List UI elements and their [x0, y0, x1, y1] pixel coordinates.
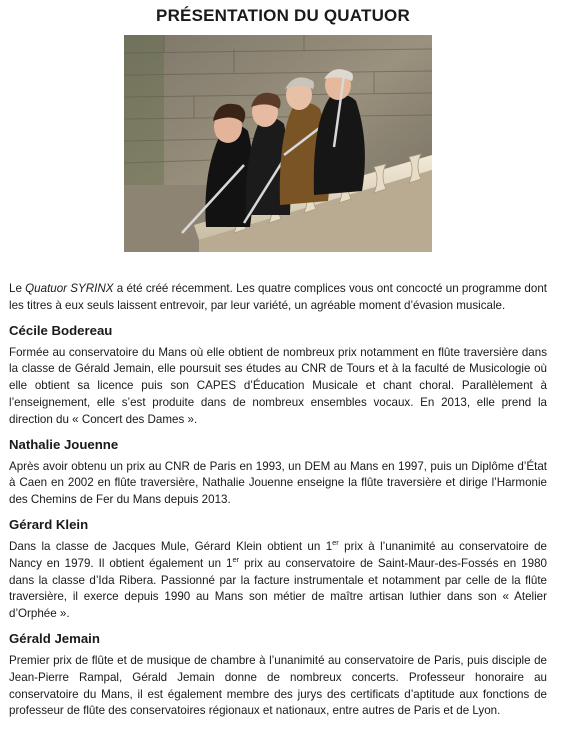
- ordinal-superscript: er: [332, 537, 339, 547]
- intro-prefix: Le: [9, 282, 26, 295]
- quartet-photo: [124, 35, 432, 252]
- intro-text: a été créé récemment. Les quatre complices vous ont concocté un programme dont les titres à eux seuls laissent entrevoir, par leur variété, un agréable moment d’évasion musicale.: [9, 282, 548, 312]
- member-bio: Premier prix de flûte et de musique de chambre à l’unanimité au conservatoire de Paris, puis disciple de Jean-Pierre Rampal, Gérald Jemain donne de nombreux concerts. Professeur honoraire au conservatoire du Mans, il est également membre des jurys des certificats d’aptitude aux fonctions de professeur de flûte des conservatoires régionaux et nationaux, entre autres de Paris et de Lyon.: [9, 653, 547, 718]
- ensemble-name: Quatuor SYRINX: [25, 282, 114, 295]
- member-name-heading: Cécile Bodereau: [9, 322, 113, 338]
- member-name-heading: Gérald Jemain: [9, 630, 100, 646]
- intro-paragraph: [9, 281, 547, 315]
- page-title: PRÉSENTATION DU QUATUOR: [156, 6, 410, 25]
- member-bio: Après avoir obtenu un prix au CNR de Paris en 1993, un DEM au Mans en 1997, puis un Diplôme d’État à Caen en 2002 en flûte traversière, Nathalie Jouenne enseigne la flûte traversière et dirige l’Harmonie des Chemins de Fer du Mans depuis 2013.: [9, 459, 547, 507]
- member-name-heading: Gérard Klein: [9, 516, 89, 532]
- ordinal-superscript: er: [232, 554, 240, 564]
- document-body: [9, 281, 547, 720]
- member-bio: Formée au conservatoire du Mans où elle obtient de nombreux prix notamment en flûte traversière dans la classe de Gérald Jemain, elle poursuit ses études au CNR de Tours et à la faculté de Musicologie où elle obtient sa licence puis son CAPES d’Éducation Musicale et chant choral. Parallèlement à l’enseignement, elle s’est produite dans de nombreux ensembles vocaux. En 2013, elle prend la direction du « Concert des Dames ».: [9, 345, 547, 426]
- member-bio: [9, 539, 547, 623]
- bio-text: Dans la classe de Jacques Mule, Gérard Klein obtient un 1: [9, 539, 333, 553]
- member-name-heading: Nathalie Jouenne: [9, 436, 119, 452]
- quartet-photo-image: [124, 35, 432, 252]
- bio-text: prix à l’unanimité au conservatoire de Nancy en 1979. Il obtient également un 1: [9, 539, 547, 570]
- bio-text: prix au conservatoire de Saint-Maur-des-Fossés en 1980 dans la classe d’Ida Ribera. Passionné par la facture instrumentale et notamment par celle de la flûte traversière, il exerce depuis 1990 au Mans son métier de maître artisan luthier dans son « Atelier d’Orphée ».: [9, 556, 547, 621]
